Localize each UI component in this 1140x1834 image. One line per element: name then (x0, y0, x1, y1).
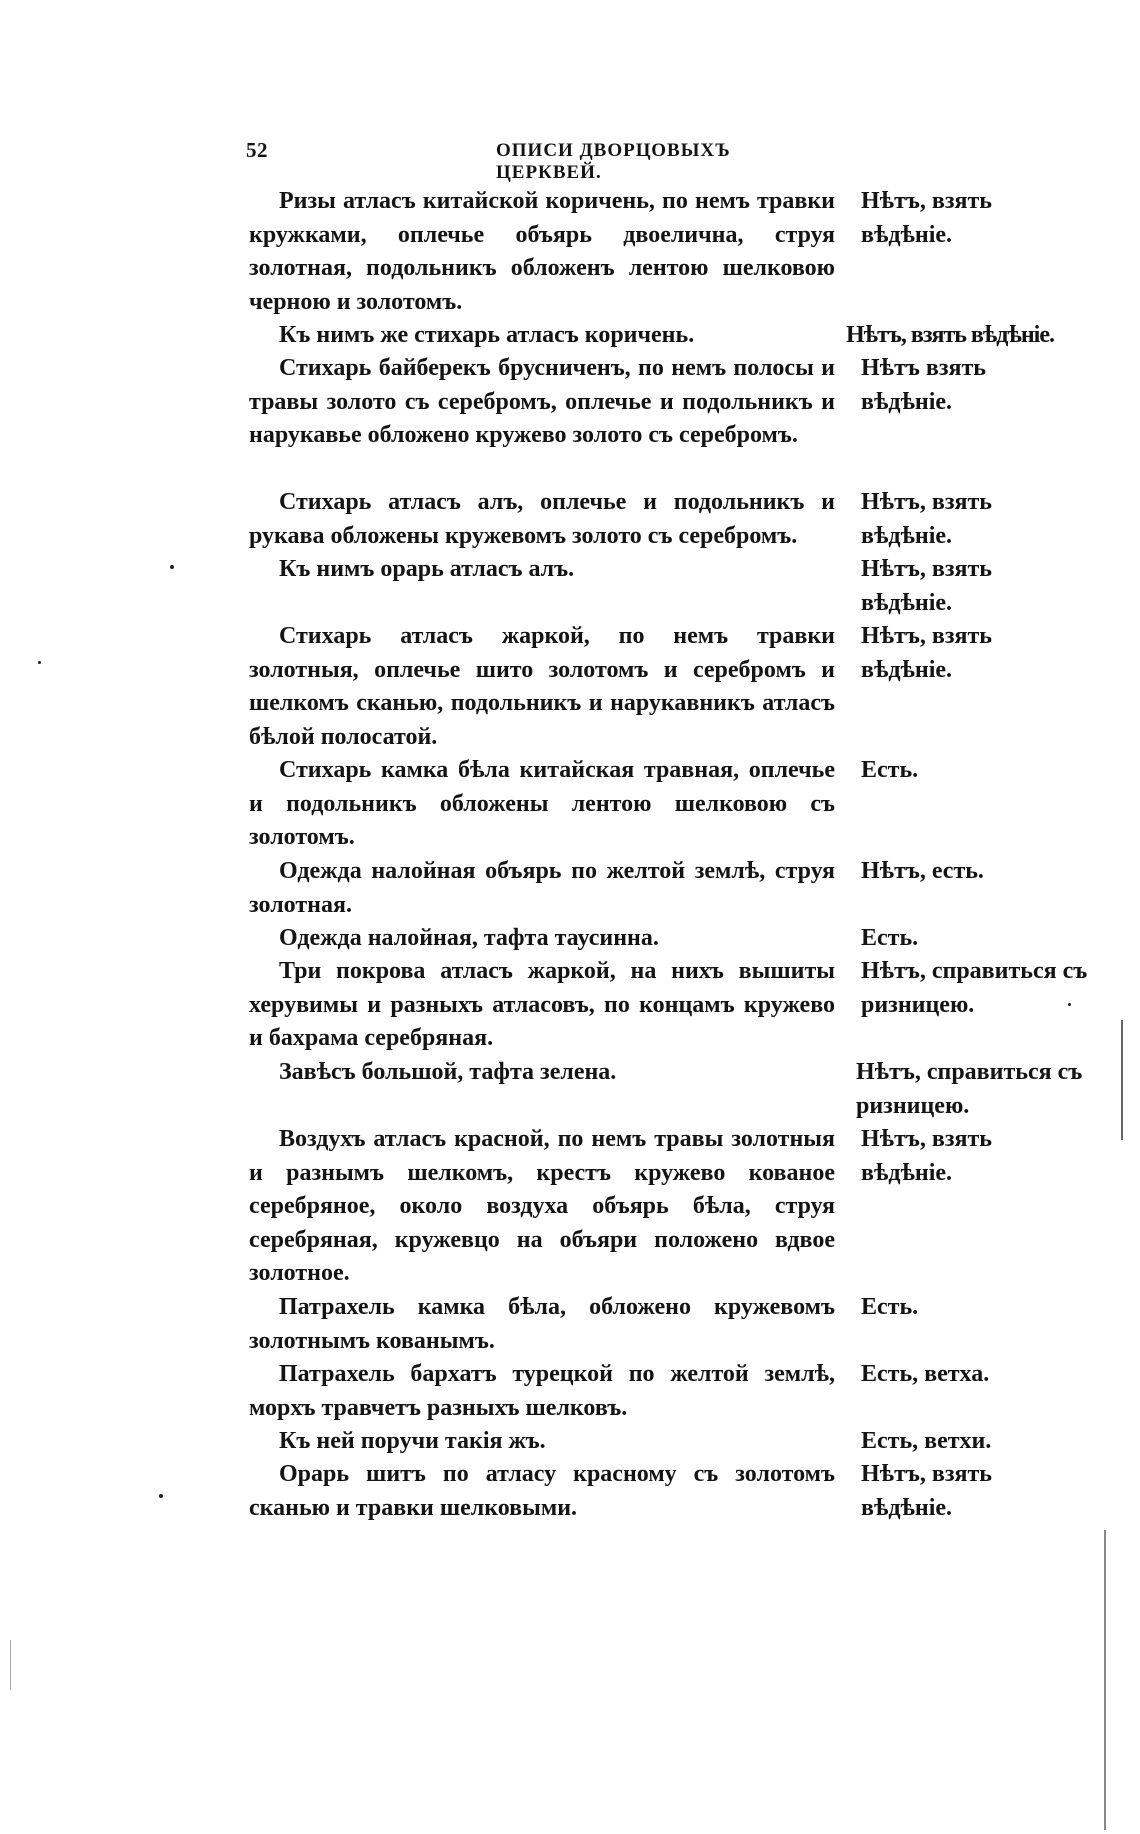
scan-speck (1068, 1003, 1071, 1006)
entry-status: Нѣтъ, есть. (861, 858, 984, 884)
scan-edge-line (1121, 1020, 1123, 1140)
entry-status: Нѣтъ, взять вѣдѣніе. (846, 322, 1054, 348)
page-number: 52 (246, 138, 268, 162)
entry-description: Къ нимъ же стихарь атласъ коричень. (279, 322, 695, 348)
entry-status: Нѣтъ, взять вѣдѣніе. (861, 1126, 992, 1186)
entry-status: Нѣтъ, взять вѣдѣніе. (861, 556, 992, 616)
entry-status: Нѣтъ, взять вѣдѣніе. (861, 188, 992, 248)
entry-status: Есть, ветхи. (861, 1428, 992, 1454)
entry-description: Стихарь атласъ алъ, оплечье и подольникъ и рукава обложены кружевомъ золото съ серебромъ. (249, 489, 835, 549)
entry-status: Есть. (861, 925, 919, 951)
scan-edge-line (10, 1640, 11, 1690)
entry-description: Стихарь атласъ жаркой, по немъ травки золотныя, оплечье шито золотомъ и серебромъ и шелкомъ сканью, подольникъ и нарукавникъ атласъ бѣлой полосатой. (249, 623, 835, 750)
entry-status: Нѣтъ, справиться съ ризницею. (861, 958, 1088, 1018)
entry-description: Завѣсъ большой, тафта зелена. (279, 1059, 617, 1085)
entry-description: Стихарь байберекъ брусниченъ, по немъ полосы и травы золото съ серебромъ, оплечье и подольникъ и нарукавье обложено кружево золото съ серебромъ. (249, 355, 835, 448)
entry-description: Орарь шитъ по атласу красному съ золотомъ сканью и травки шелковыми. (249, 1461, 835, 1521)
running-title: ОПИСИ ДВОРЦОВЫХЪ ЦЕРКВЕЙ. (496, 140, 731, 183)
entry-description: Одежда налойная объярь по желтой землѣ, струя золотная. (249, 858, 835, 918)
entry-status: Есть. (861, 757, 919, 783)
entry-description: Одежда налойная, тафта таусинна. (279, 925, 659, 951)
entry-description: Ризы атласъ китайской коричень, по немъ травки кружками, оплечье объярь двоелична, струя золотная, подольникъ обложенъ лентою шелковою черною и золотомъ. (249, 188, 835, 315)
scan-edge-line (1104, 1530, 1106, 1830)
entry-description: Патрахель камка бѣла, обложено кружевомъ золотнымъ кованымъ. (249, 1294, 835, 1354)
entry-status: Нѣтъ взять вѣдѣніе. (861, 355, 986, 415)
entry-status: Нѣтъ, взять вѣдѣніе. (861, 1461, 992, 1521)
scan-speck (38, 661, 41, 664)
scan-speck (159, 1494, 163, 1498)
entry-description: Три покрова атласъ жаркой, на нихъ вышиты херувимы и разныхъ атласовъ, по концамъ кружево и бахрама серебряная. (249, 958, 835, 1051)
entry-status: Нѣтъ, взять вѣдѣніе. (861, 489, 992, 549)
entry-status: Есть. (861, 1294, 919, 1320)
entry-status: Есть, ветха. (861, 1361, 990, 1387)
entry-status: Нѣтъ, справиться съ ризницею. (856, 1059, 1083, 1119)
scan-speck (170, 565, 174, 569)
entry-description: Стихарь камка бѣла китайская травная, оплечье и подольникъ обложены лентою шелковою съ золотомъ. (249, 757, 835, 850)
entry-status: Нѣтъ, взять вѣдѣніе. (861, 623, 992, 683)
entry-description: Патрахель бархатъ турецкой по желтой землѣ, морхъ травчетъ разныхъ шелковъ. (249, 1361, 835, 1421)
entry-description: Воздухъ атласъ красной, по немъ травы золотныя и разнымъ шелкомъ, крестъ кружево кованое серебряное, около воздуха объярь бѣла, струя серебряная, кружевцо на объяри положено вдвое золотное. (249, 1126, 835, 1286)
entry-description: Къ нимъ орарь атласъ алъ. (279, 556, 575, 582)
entry-description: Къ ней поручи такія жъ. (279, 1428, 546, 1454)
